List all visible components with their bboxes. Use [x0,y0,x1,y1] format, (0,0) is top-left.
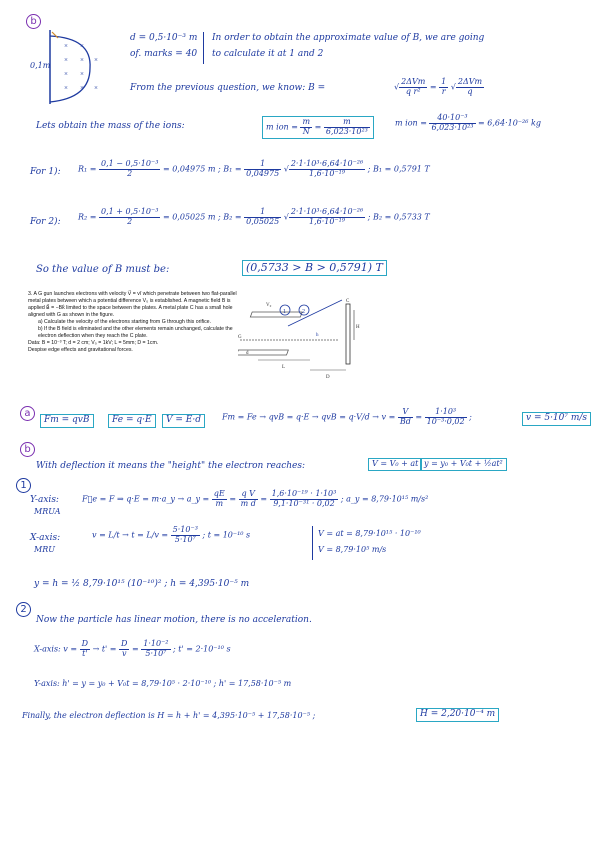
lets-obtain-text: Lets obtain the mass of the ions: [36,121,185,131]
velocity-equation: Fm = Fe → qvB = q·E → qvB = q·V/d → v = $\frac{V}{Bd}$ = $\frac{\text{1·10³}}{\text{10⁻³·0,02}}$ ; [222,407,472,426]
sub-label-2: 2 [16,602,31,617]
fig-label-1: 1 [283,309,286,315]
part-label-b-top: b [26,14,41,29]
fig-label-h: H [356,325,360,330]
svg-text:×: × [94,56,98,64]
fig-label-v0: V₀ [266,303,272,308]
part-label-a: a [20,406,35,421]
formula-box-v: V = E·d [162,414,205,428]
xaxis-motion: MRU [34,545,55,554]
sub-label-1: 1 [16,478,31,493]
fig-label-d: d [246,351,249,356]
linear-motion-intro: Now the particle has linear motion, there is no acceleration. [36,615,312,625]
final-result-box: H = 2,20·10⁻⁴ m [416,708,499,722]
fig-label-g: G [238,335,242,340]
yaxis-equation: F⃗e = F ⇒ q·E = m·a_y → a_y = $\frac{qE}{m}$ = $\frac{\text{q V}}{\text{m d}}$ = $\frac{\text{1,6·10⁻¹⁹ · 1·10³}}{\text{9,1·10⁻³¹ · 0,02}}$ ; a_y = 8,79·10¹⁵ m/s² [82,489,429,508]
mion-result: m ion = $\frac{\text{40·10⁻³}}{\text{6,023·10²³}}$ = 6,64·10⁻²⁶ kg [395,113,541,132]
svg-text:×: × [80,42,84,50]
p2-yaxis-equation: Y-axis: h' = y = y₀ + V₀t = 8,79·10⁵ · 2·10⁻¹⁰ ; h' = 17,58·10⁻⁵ m [34,679,292,688]
fig-label-c: C [346,299,350,304]
svg-text:×: × [80,56,84,64]
yaxis-motion: MRUA [34,507,61,516]
xaxis-equation: v = L/t → t = L/v = $\frac{\text{5·10⁻³}}{\text{5·10⁷}}$ ; t = 10⁻¹⁰ s [92,525,251,544]
svg-text:×: × [80,70,84,78]
svg-text:×: × [64,70,68,78]
problem-item-b: b) If the B field is eliminated and the other elements remain unchanged, calculate the electron deflection when they reach the C plate. [38,326,233,340]
so-result-box: (0,5733 > B > 0,5791) T [242,260,387,276]
svg-text:×: × [64,42,68,50]
intro-line-2: to calculate it at 1 and 2 [212,49,324,59]
for2-label: For 2): [30,217,61,227]
mion-box: m ion = $\frac{m}{N}$ = $\frac{m}{\text{6,023·10²³}}$ [262,116,374,139]
marks-count: of. marks = 40 [130,49,198,59]
for2-equation: R₂ = $\frac{\text{0,1 + 0,5·10⁻³}}{2}$ = 0,05025 m ; B₂ = $\frac{1}{0,05025}$ √ $\frac{\text{2·1·10³·6,64·10⁻²⁶}}{\text{1,6·10⁻¹⁹}}$ ; B₂ = 0,5733 T [78,207,430,226]
xaxis-label: X-axis: [30,533,61,543]
final-deflection-text: Finally, the electron deflection is H = h + h' = 4,395·10⁻⁵ + 17,58·10⁻⁵ ; [22,711,316,720]
fig-label-2: 2 [302,309,305,315]
fig-label-h-small: h [316,333,319,338]
velocity-result-box: v = 5·10⁷ m/s [522,412,591,426]
prev-root: √ $\frac{\text{2ΔVm}}{\text{q r²}}$ = $\frac{1}{r}$ √ $\frac{\text{2ΔVm}}{q}$ [394,77,483,96]
so-text: So the value of B must be: [36,264,170,275]
velocity-line-1: V = at = 8,79·10¹⁵ · 10⁻¹⁰ [318,529,421,538]
formula-box-fe: Fe = q·E [108,414,156,428]
for1-label: For 1): [30,167,61,177]
formula-box-position: y = y₀ + V₀t + ½at² [420,458,507,471]
separator-line [203,32,204,64]
plates-figure [238,296,368,388]
problem-head: 3. A G gun launches electrons with velocity V⃗ = vî which penetrate between two flat-parallel metal plates between which a potential difference V₀ is established. A magnetic field B is applied B⃗ = −Bk̂ limited to the space between the plates. A metal plate C has a small hole aligned with G as shown in the figure. [28,291,237,319]
deflection-intro: With deflection it means the "height" the electron reaches: [36,461,306,471]
problem-despise: Despise edge effects and gravitational forces. [28,347,133,354]
formula-box-fm: Fm = qvB [40,414,94,428]
fig-label-D: D [326,375,330,380]
yaxis-label: Y-axis: [30,495,59,505]
problem-data: Data: B = 10⁻³ T; d = 2 cm; V₀ = 1kV; L = 5mm; D = 1cm. [28,340,159,347]
svg-text:×: × [94,84,98,92]
svg-text:×: × [64,56,68,64]
for1-equation: R₁ = $\frac{\text{0,1 − 0,5·10⁻³}}{2}$ = 0,04975 m ; B₁ = $\frac{1}{0,04975}$ √ $\frac{\text{2·1·10³·6,64·10⁻²⁶}}{\text{1,6·10⁻¹⁹}}$ ; B₁ = 0,5791 T [78,159,430,178]
svg-text:×: × [80,84,84,92]
problem-statement [28,291,243,354]
intro-line-1: In order to obtain the approximate value of B, we are going [212,33,485,43]
velocity-divider [312,526,313,560]
figure-diameter-label: 0,1m [30,61,51,70]
problem-item-a: a) Calculate the velocity of the electrons starting from G through this orifice. [38,319,211,326]
p2-xaxis-equation: X-axis: v = $\frac{D}{t'}$ → t' = $\frac{D}{v}$ = $\frac{\text{1·10⁻²}}{\text{5·10⁷}}$ ; t' = 2·10⁻¹⁰ s [34,639,231,658]
velocity-line-2: V = 8,79·10⁵ m/s [318,545,387,554]
formula-box-velocity: V = V₀ + at [368,458,422,471]
fig-label-L: L [282,365,286,370]
previous-text: From the previous question, we know: B = [130,83,326,93]
height-result: y = h = ½ 8,79·10¹⁵ (10⁻¹⁰)² ; h = 4,395·10⁻⁵ m [34,579,250,589]
part-label-b: b [20,442,35,457]
d-value: d = 0,5·10⁻³ m [130,33,198,43]
svg-text:×: × [64,84,68,92]
